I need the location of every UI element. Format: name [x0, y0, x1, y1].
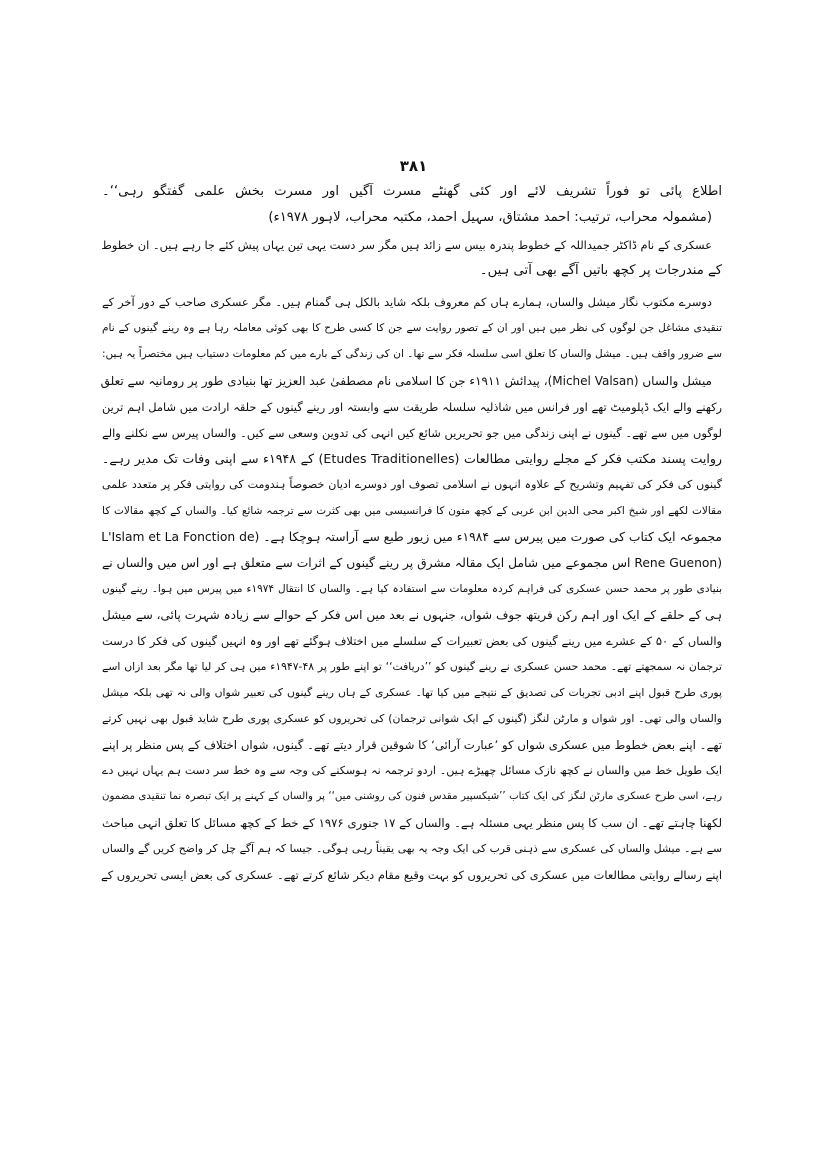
text-line: رکھنے والے ایک ڈپلومیٹ تھے اور فرانس میں شاذلیہ سلسلہ طریقت سے وابستہ اور رینے گینوں کے حلقہ ارادت میں شامل اہم ترین	[102, 400, 722, 414]
text-line: مقالات لکھے اور شیخ اکبر محی الدین ابن عربی کے کچھ متون کا فرانسیسی میں بھی کثرت سے ترجمہ شائع کیا۔ والساں کے کچھ مقالات کا	[102, 505, 722, 517]
text-line: سے ہے۔ میشل والساں کی عسکری سے ذہنی قرب کی ایک وجہ یہ بھی یقیناً رہی ہوگی۔ جیسا کہ ہم آگے چل کر واضح کریں گے والساں	[102, 842, 722, 855]
text-line: اپنے رسالے روایتی مطالعات میں عسکری کی تحریروں کو بہت وقیع مقام دیکر شائع کرتے تھے۔ عسکری کی بعض ایسی تحریروں کے	[101, 868, 722, 882]
citation-line: (مشمولہ محراب، ترتیب: احمد مشتاق، سہیل احمد، مکتبہ محراب، لاہور ۱۹۷۸ء)	[268, 210, 712, 225]
text-line: کے مندرجات پر کچھ باتیں آگے بھی آتی ہیں۔	[479, 263, 722, 278]
text-line: مجموعہ ایک کتاب کی صورت میں پیرس سے ۱۹۸۴ء میں زیور طبع سے آراستہ ہوچکا ہے۔ (L'Islam et La Fonction de	[101, 530, 722, 544]
text-line: ترجمان نہ سمجھتے تھے۔ محمد حسن عسکری نے رینے گینوں کو ’’دریافت‘‘ تو اپنے طور پر ۴۸-۱۹۴۷ء میں ہی کر لیا تھا مگر بعد ازاں اسے	[102, 660, 722, 673]
text-line: رہے، اسی طرح عسکری مارٹن لنگز کی ایک کتاب ’’شیکسپیر مقدس فنون کی روشنی میں‘‘ پر والساں کے کہنے پر ایک تبصرہ نما تنقیدی مضمون	[102, 791, 722, 802]
text-line: دوسرے مکتوب نگار میشل والساں، ہمارے ہاں کم معروف بلکہ شاید بالکل ہی گمنام ہیں۔ مگر عسکری صاحب کے دور آخر کے	[102, 295, 712, 309]
text-line: پوری طرح قبول اپنے ادبی تجربات کی تصدیق کے نتیجے میں کیا تھا۔ عسکری کے ہاں رینے گینوں کی تعبیر شواں والی نہ تھی بلکہ میشل	[102, 686, 722, 699]
text-line: والساں کے ۵۰ کے عشرے میں رینے گینوں کی بعض تعبیرات کے سلسلے میں اختلاف ہوگئے تھے اور وہ انہیں گینوں کی فکر کا درست	[102, 634, 722, 648]
text-line: عسکری کے نام ڈاکٹر جمیداللہ کے خطوط پندرہ بیس سے زائد ہیں مگر سر دست یہی تین یہاں پیش کئے جا رہے ہیں۔ ان خطوط	[101, 238, 712, 252]
text-line: لوگوں میں سے تھے۔ گینوں نے اپنی زندگی میں جو تحریریں شائع کیں انہی کی تدوین وسعی سے کیں۔ والساں پیرس سے نکلنے والے	[102, 426, 722, 440]
page-number: ۳۸۱	[399, 157, 428, 175]
text-line: گینوں کی فکر کی تفہیم وتشریح کے علاوہ انہوں نے اسلامی تصوف اور دوسرے ادیان خصوصاً ہندومت کی روایتی فکر پر متعدد علمی	[102, 478, 722, 491]
text-line: والساں والی تھی۔ اور شواں و مارٹن لنگز (گینوں کے ایک شوانی ترجمان) کی تحریروں کو عسکری پوری طرح شاید قبول بھی نہیں کرتے	[102, 712, 722, 725]
text-line: بنیادی طور پر محمد حسن عسکری کی فراہم کردہ معلومات سے استفادہ کیا ہے۔ والساں کا انتقال ۱۹۷۴ء میں پیرس میں ہوا۔ رینے گینوں	[102, 583, 722, 595]
text-line: سے ضرور واقف ہیں۔ میشل والساں کا تعلق اسی سلسلہ فکر سے تھا۔ ان کی زندگی کے بارے میں کم معلومات دستیاب ہیں مختصراً یہ ہیں:	[102, 348, 722, 360]
text-line: اطلاع پائی تو فوراً تشریف لائے اور کئی گھنٹے مسرت آگیں اور مسرت بخش علمی گفتگو رہی‘‘۔	[102, 184, 722, 199]
text-line: (Rene Guenon اس مجموعے میں شامل ایک مقالہ مشرق پر رینے گینوں کے اثرات سے متعلق ہے اور اس میں والساں نے	[102, 556, 723, 570]
text-line: ایک طویل خط میں والساں نے کچھ نازک مسائل چھیڑے ہیں۔ اردو ترجمہ نہ ہوسکنے کی وجہ سے وہ خط سر دست ہم یہاں نہیں دے	[102, 764, 722, 777]
text-line: روایت پسند مکتب فکر کے مجلے روایتی مطالعات (Etudes Traditionelles) کے ۱۹۴۸ء سے اپنی وفات تک مدیر رہے۔	[102, 451, 723, 466]
text-line: میشل والساں (Michel Valsan)، پیدائش ۱۹۱۱ء جن کا اسلامی نام مصطفیٰ عبد العزیز تھا بنیادی طور پر رومانیہ سے تعلق	[100, 374, 712, 388]
text-line: تنقیدی مشاغل جن لوگوں کی نظر میں ہیں اور ان کے تصور روایت سے جن کا کسی طرح کا بھی کوئی معاملہ رہا ہے وہ رینے گینوں کے نام	[102, 322, 722, 334]
text-line: تھے۔ اپنے بعض خطوط میں عسکری شواں کو ’عبارت آرائی‘ کا شوقین قرار دیتے تھے۔ گینوں، شواں اختلاف کے پس منظر پر اپنے	[102, 738, 722, 752]
text-line: لکھنا چاہتے تھے۔ ان سب کا پس منظر یہی مسئلہ ہے۔ والساں کے ۱۷ جنوری ۱۹۷۶ کے خط کے کچھ مسائل کا تعلق انہی مباحث	[102, 816, 723, 830]
text-line: ہی کے حلقے کے ایک اور اہم رکن فریتھ جوف شواں، جنہوں نے بعد میں اس فکر کے حوالے سے زیادہ شہرت پائی، سے میشل	[102, 608, 722, 622]
